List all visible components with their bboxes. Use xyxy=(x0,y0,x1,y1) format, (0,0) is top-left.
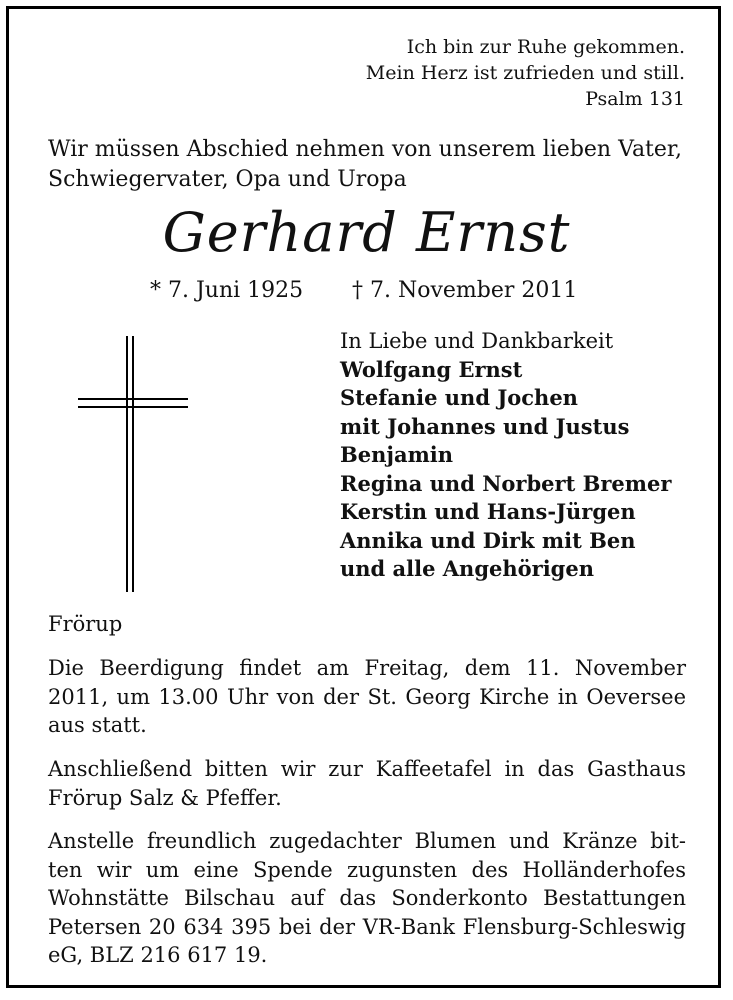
funeral-line: aus statt. xyxy=(48,713,147,737)
mourner-name: Regina und Norbert Bremer xyxy=(340,470,672,496)
psalm-quote xyxy=(366,34,685,112)
mourners-list xyxy=(340,327,671,584)
funeral-paragraph xyxy=(48,654,686,740)
coffee-line: Frörup Salz & Pfeffer. xyxy=(48,785,282,810)
funeral-line: 2011, um 13.00 Uhr von der St. Georg Kirche in Oeversee xyxy=(48,684,686,709)
cross-horizontal-bar xyxy=(78,398,188,400)
coffee-paragraph xyxy=(48,755,686,812)
intro-line: Wir müssen Abschied nehmen von unserem lieben Vater, xyxy=(48,137,683,162)
donation-line: Wohnstätte Bilschau auf das Sonderkonto Bestattungen xyxy=(48,886,686,910)
cross-vertical-bar xyxy=(126,336,128,592)
birth-date: * 7. Juni 1925 xyxy=(150,278,304,303)
psalm-reference: Psalm 131 xyxy=(585,88,685,110)
donation-line: eG, BLZ 216 617 19. xyxy=(48,943,268,967)
psalm-line: Mein Herz ist zufrieden und still. xyxy=(365,62,685,84)
intro-text xyxy=(48,135,682,195)
donation-line: Petersen 20 634 395 bei der VR-Bank Flensburg-Schleswig xyxy=(48,914,686,939)
mourner-name: Kerstin und Hans-Jürgen xyxy=(340,499,636,524)
death-date: † 7. November 2011 xyxy=(352,278,578,303)
mourner-name: Wolfgang Ernst xyxy=(340,356,523,382)
cross-horizontal-bar xyxy=(78,406,188,408)
mourner-name: Benjamin xyxy=(340,442,454,467)
mourner-name: Stefanie und Jochen xyxy=(340,385,578,410)
mourners-intro: In Liebe und Dankbarkeit xyxy=(340,329,614,353)
place-name: Frörup xyxy=(48,612,123,636)
mourner-name: und alle Angehörigen xyxy=(340,556,594,581)
coffee-line: Anschließend bitten wir zur Kaffeetafel in das Gasthaus xyxy=(48,757,686,781)
funeral-line: Die Beerdigung findet am Freitag, dem 11. November xyxy=(48,656,686,680)
donation-line: Anstelle freundlich zugedachter Blumen und Kränze bit- xyxy=(48,829,686,853)
mourner-name: Annika und Dirk mit Ben xyxy=(340,527,636,553)
intro-line: Schwiegervater, Opa und Uropa xyxy=(48,167,407,192)
donation-line: ten wir um eine Spende zugunsten des Holländerhofes xyxy=(48,857,686,882)
deceased-name: Gerhard Ernst xyxy=(162,201,571,264)
psalm-line: Ich bin zur Ruhe gekommen. xyxy=(406,36,685,58)
donation-paragraph xyxy=(48,827,686,970)
mourner-name: mit Johannes und Justus xyxy=(340,413,630,439)
cross-vertical-bar xyxy=(132,336,134,592)
cross-icon xyxy=(78,336,188,592)
